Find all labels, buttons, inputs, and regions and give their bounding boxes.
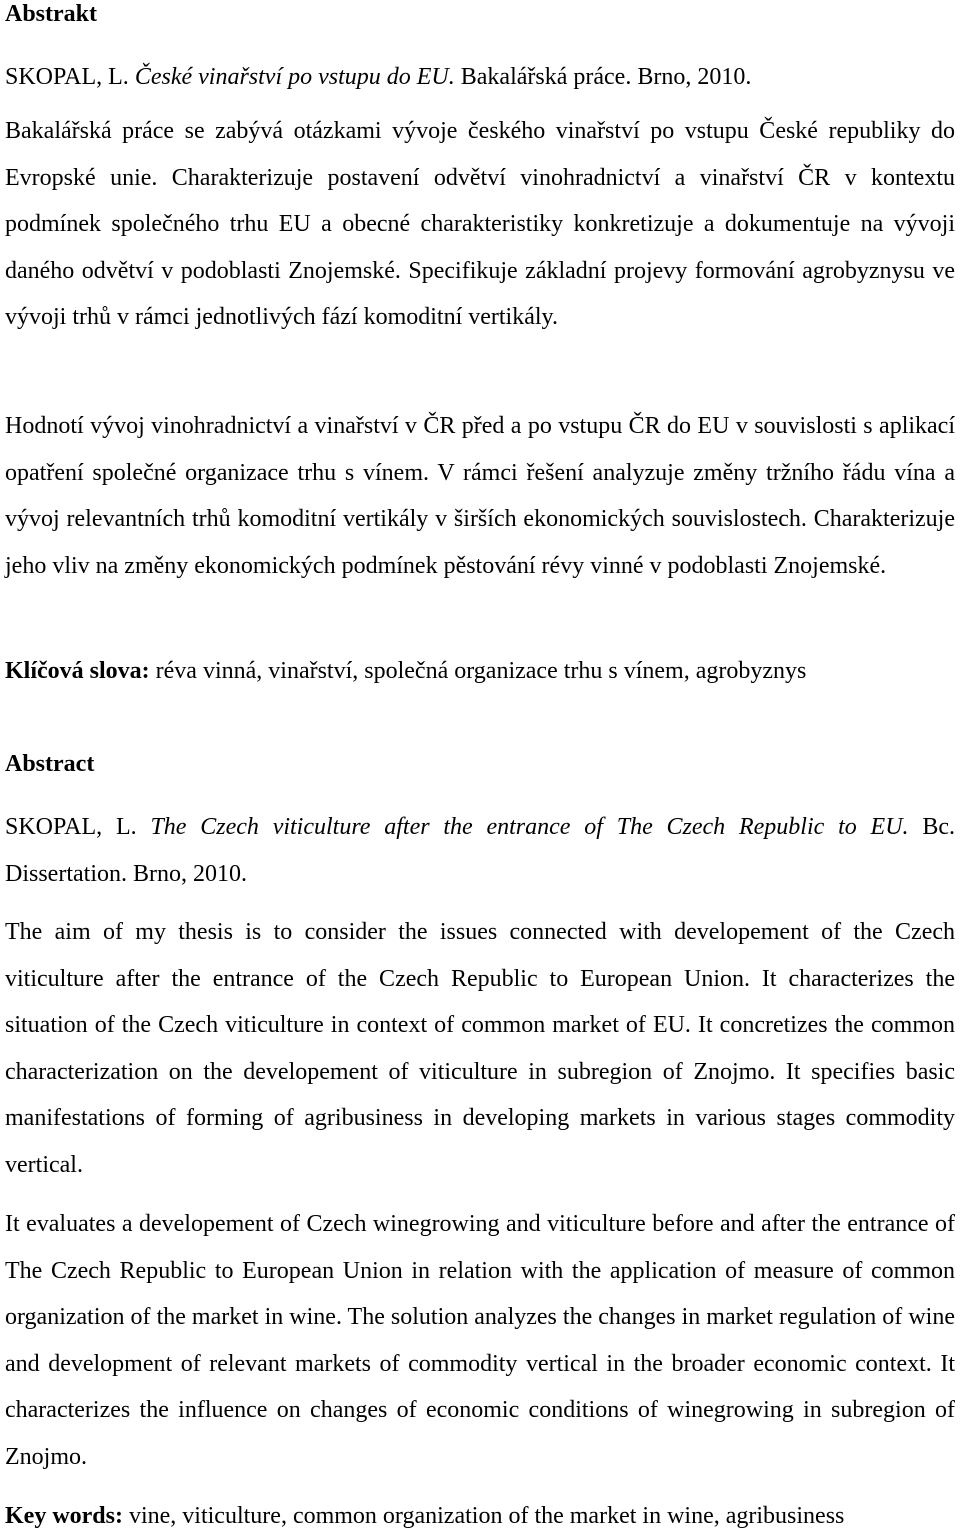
english-abstract-heading: Abstract bbox=[5, 751, 95, 777]
english-citation-title: The Czech viticulture after the entrance of The Czech Republic to EU. bbox=[150, 814, 909, 840]
english-paragraph-2: It evaluates a developement of Czech winegrowing and viticulture before and after the entrance of The Czech Republic to European Union in relation with the application of measure of common organization of the market in wine. The solution analyzes the changes in market regulation of wine and development of relevant markets of commodity vertical in the broader economic context. It characterizes the influence on changes of economic conditions of winegrowing in subregion of Znojmo. bbox=[5, 1211, 955, 1470]
english-citation bbox=[5, 804, 955, 897]
czech-abstract-heading: Abstrakt bbox=[5, 1, 98, 27]
czech-keywords bbox=[5, 648, 955, 695]
english-paragraph-1: The aim of my thesis is to consider the issues connected with developement of the Czech viticulture after the entrance of the Czech Republic to European Union. It characterizes the situation of the Czech viticulture in context of common market of EU. It concretizes the common characterization on the developement of viticulture in subregion of Znojmo. It specifies basic manifestations of forming of agribusiness in developing markets in various stages commodity vertical. bbox=[5, 919, 955, 1178]
english-keywords-list: vine, viticulture, common organization of the market in wine, agribusiness bbox=[128, 1503, 845, 1529]
czech-paragraph-1: Bakalářská práce se zabývá otázkami vývoje českého vinařství po vstupu České republiky do Evropské unie. Charakterizuje postavení odvětví vinohradnictví a vinařství ČR v kontextu podmínek společného trhu EU a obecné charakteristiky konkretizuje a dokumentuje na vývoji daného odvětví v podoblasti Znojemské. Specifikuje základní projevy formování agrobyznysu ve vývoji trhů v rámci jednotlivých fází komoditní vertikály. bbox=[5, 118, 955, 330]
czech-keywords-list: réva vinná, vinařství, společná organizace trhu s vínem, agrobyznys bbox=[155, 658, 807, 684]
czech-keywords-label: Klíčová slova: bbox=[5, 658, 150, 684]
english-keywords-label: Key words: bbox=[5, 1503, 123, 1529]
czech-citation-rest: Bakalářská práce. Brno, 2010. bbox=[460, 64, 752, 90]
english-citation-author: SKOPAL, L. bbox=[5, 814, 137, 840]
english-citation-rest: Bc. Dissertation. Brno, 2010. bbox=[5, 814, 956, 887]
czech-citation bbox=[5, 54, 955, 101]
czech-paragraph-2: Hodnotí vývoj vinohradnictví a vinařství v ČR před a po vstupu ČR do EU v souvislosti s aplikací opatření společné organizace trhu s vínem. V rámci řešení analyzuje změny tržního řádu vína a vývoj relevantních trhů komoditní vertikály v širších ekonomických souvislostech. Charakterizuje jeho vliv na změny ekonomických podmínek pěstování révy vinné v podoblasti Znojemské. bbox=[5, 413, 955, 579]
czech-citation-title: České vinařství po vstupu do EU. bbox=[134, 64, 455, 90]
czech-citation-author: SKOPAL, L. bbox=[5, 64, 129, 90]
